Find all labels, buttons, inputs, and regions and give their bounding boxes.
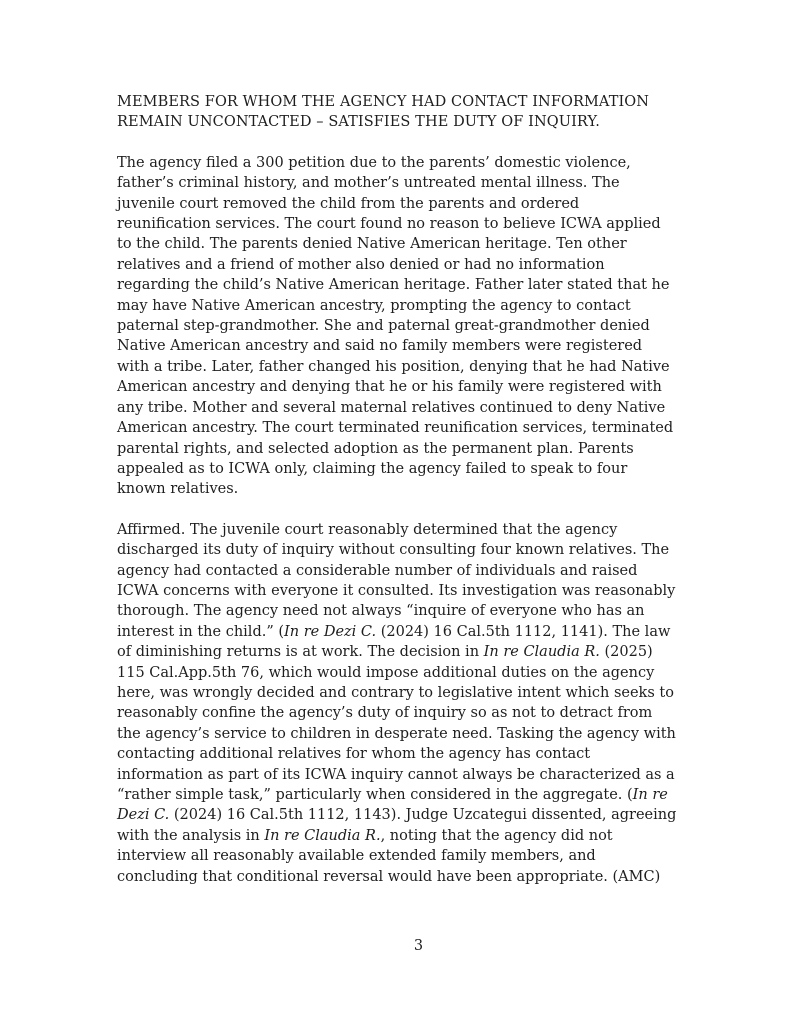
text-run: (2024) 16 Cal.5th 1112, 1143). Judge Uzcategui dissented, agreeing with the analysis in <box>117 807 677 844</box>
case-name-italic: In re Dezi C. <box>284 623 377 640</box>
case-name-italic: In re Dezi C. <box>117 787 668 824</box>
document-content <box>117 92 677 907</box>
section-heading: MEMBERS FOR WHOM THE AGENCY HAD CONTACT INFORMATION REMAIN UNCONTACTED – SATISFIES THE DUTY OF INQUIRY. <box>117 94 650 131</box>
text-run: (2025) 115 Cal.App.5th 76, which would impose additional duties on the agency here, was wrongly decided and contrary to legislative intent which seeks to reasonably confine the agency’s duty of inquiry so as not to detract from the agency’s service to children in desperate need. Tasking the agency with contacting additional relatives for whom the agency has contact information as part of its ICWA inquiry cannot always be characterized as a “rather simple task,” particularly when considered in the aggregate. ( <box>117 644 676 803</box>
case-name-italic: In re Claudia R. <box>483 644 600 661</box>
text-run: , noting that the agency did not interview all reasonably available extended family members, and concluding that conditional reversal would have been appropriate. (AMC) <box>117 827 661 885</box>
page-number: 3 <box>413 938 424 954</box>
case-name-italic: In re Claudia R. <box>264 827 381 844</box>
text-run: The agency filed a 300 petition due to the parents’ domestic violence, father’s criminal history, and mother’s untreated mental illness. The juvenile court removed the child from the parents and ordered reunification services. The court found no reason to believe ICWA applied to the child. The parents denied Native American heritage. Ten other relatives and a friend of mother also denied or had no information regarding the child’s Native American heritage. Father later stated that he may have Native American ancestry, prompting the agency to contact paternal step-grandmother. She and paternal great-grandmother denied Native American ancestry and said no family members were registered with a tribe. Later, father changed his position, denying that he had Native American ancestry and denying that he or his family were registered with any tribe. Mother and several maternal relatives continued to deny Native American ancestry. The court terminated reunification services, terminated parental rights, and selected adoption as the permanent plan. Parents appealed as to ICWA only, claiming the agency failed to speak to four known relatives. <box>117 154 674 498</box>
text-run: Affirmed. The juvenile court reasonably determined that the agency discharged its duty of inquiry without consulting four known relatives. The agency had contacted a considerable number of individuals and raised ICWA concerns with everyone it consulted. Its investigation was reasonably thorough. The agency need not always “inquire of everyone who has an interest in the child.” ( <box>117 521 676 640</box>
facts-paragraph <box>117 153 677 500</box>
text-run: (2024) 16 Cal.5th 1112, 1141). The law of diminishing returns is at work. The decision in <box>117 623 671 661</box>
holding-paragraph <box>117 520 677 887</box>
